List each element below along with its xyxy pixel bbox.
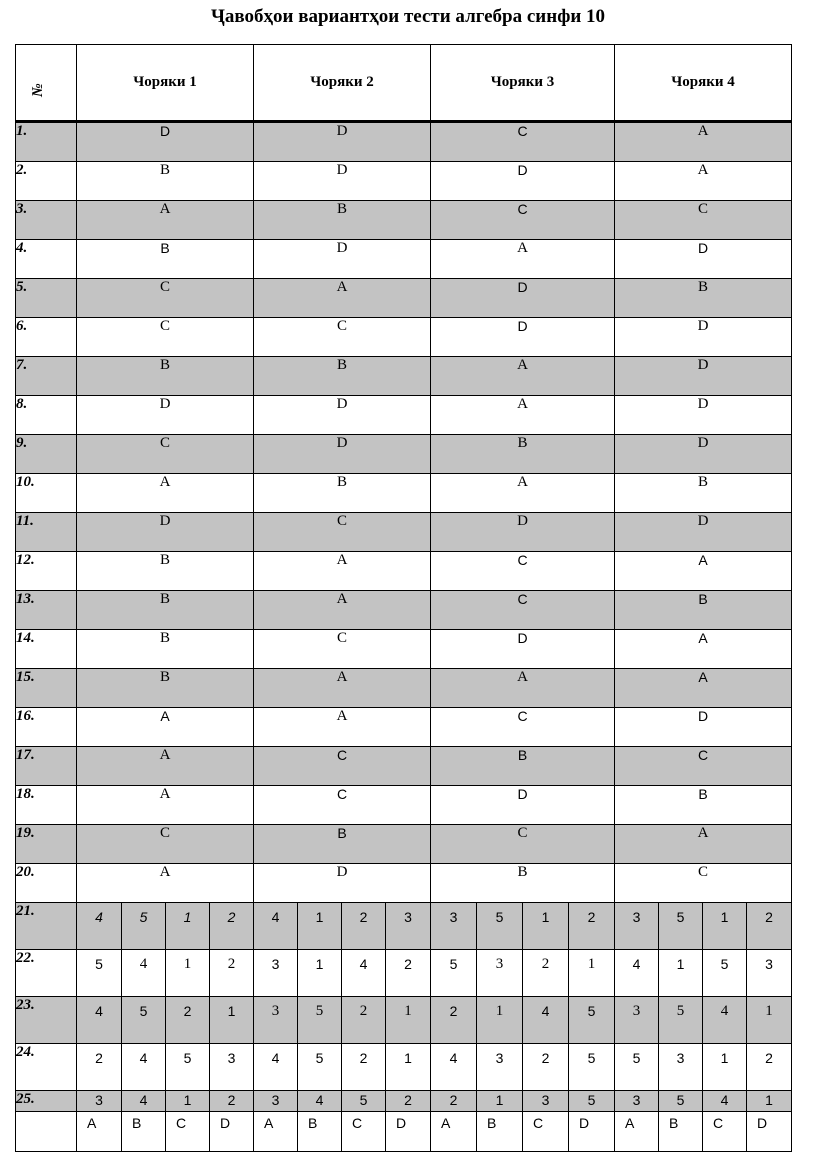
quarter-header-2: Чоряки 2	[254, 45, 431, 122]
answer-cell-quarter-3: B	[431, 864, 615, 903]
matching-cell: 4	[703, 997, 747, 1044]
answer-cell-quarter-3: D	[431, 279, 615, 318]
matching-cell: 4	[122, 1091, 166, 1112]
answer-row	[16, 864, 792, 903]
matching-cell: 2	[342, 1044, 386, 1091]
answer-cell-quarter-1: A	[77, 708, 254, 747]
question-number: 7.	[16, 357, 77, 396]
matching-cell: 2	[431, 997, 477, 1044]
question-number: 17.	[16, 747, 77, 786]
matching-cell: 2	[166, 997, 210, 1044]
matching-cell: 1	[386, 997, 431, 1044]
matching-cell: 5	[298, 1044, 342, 1091]
answer-row	[16, 825, 792, 864]
question-number: 22.	[16, 950, 77, 997]
answer-row	[16, 357, 792, 396]
matching-cell: 1	[659, 950, 703, 997]
answer-cell-quarter-1: C	[77, 435, 254, 474]
answer-row	[16, 201, 792, 240]
quarter-header-1: Чоряки 1	[77, 45, 254, 122]
question-number-blank	[16, 1112, 77, 1152]
answer-cell-quarter-4: C	[615, 747, 792, 786]
matching-row	[16, 1091, 792, 1112]
matching-cell: 4	[298, 1091, 342, 1112]
letter-cell: D	[210, 1112, 254, 1152]
answer-cell-quarter-3: A	[431, 474, 615, 513]
answer-row	[16, 122, 792, 162]
answer-cell-quarter-3: A	[431, 396, 615, 435]
matching-cell: 4	[703, 1091, 747, 1112]
matching-cell: 5	[569, 997, 615, 1044]
answer-cell-quarter-3: C	[431, 825, 615, 864]
matching-cell: 2	[523, 950, 569, 997]
matching-cell: 5	[122, 903, 166, 950]
matching-cell: 4	[254, 1044, 298, 1091]
answer-cell-quarter-2: A	[254, 669, 431, 708]
question-number: 19.	[16, 825, 77, 864]
answer-row	[16, 747, 792, 786]
answer-cell-quarter-2: A	[254, 591, 431, 630]
matching-cell: 5	[615, 1044, 659, 1091]
matching-cell: 2	[342, 997, 386, 1044]
matching-cell: 3	[386, 903, 431, 950]
answer-cell-quarter-1: D	[77, 396, 254, 435]
answer-cell-quarter-4: D	[615, 435, 792, 474]
matching-cell: 2	[747, 1044, 792, 1091]
matching-cell: 1	[298, 950, 342, 997]
question-number: 3.	[16, 201, 77, 240]
matching-cell: 1	[298, 903, 342, 950]
answer-cell-quarter-1: C	[77, 825, 254, 864]
answer-cell-quarter-2: C	[254, 513, 431, 552]
answer-cell-quarter-1: D	[77, 122, 254, 162]
question-number: 4.	[16, 240, 77, 279]
matching-cell: 5	[431, 950, 477, 997]
question-number: 10.	[16, 474, 77, 513]
matching-cell: 3	[254, 950, 298, 997]
answer-cell-quarter-4: D	[615, 318, 792, 357]
quarter-header-4: Чоряки 4	[615, 45, 792, 122]
page-title: Ҷавобҳои вариантҳои тести алгебра синфи 10	[210, 6, 606, 27]
answer-cell-quarter-3: C	[431, 552, 615, 591]
answer-cell-quarter-2: D	[254, 240, 431, 279]
matching-cell: 3	[254, 997, 298, 1044]
answer-cell-quarter-1: A	[77, 786, 254, 825]
answer-row	[16, 669, 792, 708]
answer-row	[16, 630, 792, 669]
question-number: 18.	[16, 786, 77, 825]
matching-cell: 2	[523, 1044, 569, 1091]
matching-cell: 2	[386, 1091, 431, 1112]
question-number: 11.	[16, 513, 77, 552]
question-number: 16.	[16, 708, 77, 747]
matching-cell: 5	[703, 950, 747, 997]
answer-cell-quarter-2: C	[254, 318, 431, 357]
answer-cell-quarter-4: C	[615, 201, 792, 240]
answer-cell-quarter-1: B	[77, 357, 254, 396]
question-number: 24.	[16, 1044, 77, 1091]
matching-cell: 2	[210, 1091, 254, 1112]
answer-cell-quarter-4: D	[615, 240, 792, 279]
answer-row	[16, 318, 792, 357]
answer-cell-quarter-3: B	[431, 435, 615, 474]
matching-row	[16, 903, 792, 950]
answer-row	[16, 396, 792, 435]
letter-cell: D	[569, 1112, 615, 1152]
answer-cell-quarter-4: D	[615, 513, 792, 552]
matching-cell: 3	[77, 1091, 122, 1112]
question-number: 25.	[16, 1091, 77, 1112]
answer-cell-quarter-3: B	[431, 747, 615, 786]
matching-cell: 1	[477, 1091, 523, 1112]
question-number: 14.	[16, 630, 77, 669]
matching-cell: 4	[254, 903, 298, 950]
answer-row	[16, 162, 792, 201]
answer-cell-quarter-2: B	[254, 825, 431, 864]
answer-cell-quarter-4: D	[615, 708, 792, 747]
matching-cell: 1	[747, 997, 792, 1044]
question-number: 9.	[16, 435, 77, 474]
answer-cell-quarter-3: D	[431, 630, 615, 669]
header-row	[16, 45, 792, 122]
answer-cell-quarter-4: A	[615, 825, 792, 864]
answer-cell-quarter-2: D	[254, 864, 431, 903]
answer-cell-quarter-1: B	[77, 552, 254, 591]
number-sign-label: №	[30, 83, 46, 97]
letter-cell: B	[477, 1112, 523, 1152]
matching-cell: 4	[122, 1044, 166, 1091]
answer-cell-quarter-1: B	[77, 669, 254, 708]
answer-cell-quarter-4: C	[615, 864, 792, 903]
answer-cell-quarter-4: A	[615, 669, 792, 708]
answer-row	[16, 786, 792, 825]
matching-cell: 1	[703, 1044, 747, 1091]
answer-cell-quarter-3: D	[431, 513, 615, 552]
matching-cell: 3	[659, 1044, 703, 1091]
answer-cell-quarter-3: C	[431, 591, 615, 630]
matching-row	[16, 1044, 792, 1091]
answer-cell-quarter-2: D	[254, 162, 431, 201]
answer-cell-quarter-2: B	[254, 201, 431, 240]
matching-cell: 1	[210, 997, 254, 1044]
answer-cell-quarter-2: D	[254, 396, 431, 435]
matching-cell: 5	[77, 950, 122, 997]
answer-cell-quarter-4: B	[615, 591, 792, 630]
answer-cell-quarter-2: D	[254, 435, 431, 474]
question-number: 1.	[16, 122, 77, 162]
matching-cell: 3	[615, 997, 659, 1044]
matching-cell: 1	[386, 1044, 431, 1091]
answer-cell-quarter-2: B	[254, 474, 431, 513]
question-number: 5.	[16, 279, 77, 318]
matching-cell: 1	[166, 903, 210, 950]
letter-cell: C	[342, 1112, 386, 1152]
matching-cell: 5	[569, 1091, 615, 1112]
matching-cell: 4	[342, 950, 386, 997]
matching-cell: 5	[298, 997, 342, 1044]
matching-cell: 4	[523, 997, 569, 1044]
answer-cell-quarter-3: C	[431, 122, 615, 162]
letter-cell: A	[254, 1112, 298, 1152]
quarter-header-3: Чоряки 3	[431, 45, 615, 122]
matching-cell: 5	[659, 903, 703, 950]
question-number: 12.	[16, 552, 77, 591]
matching-cell: 2	[386, 950, 431, 997]
letter-cell: A	[615, 1112, 659, 1152]
letter-cell: B	[659, 1112, 703, 1152]
matching-cell: 5	[122, 997, 166, 1044]
answer-cell-quarter-2: C	[254, 747, 431, 786]
answer-cell-quarter-1: A	[77, 201, 254, 240]
matching-cell: 4	[77, 997, 122, 1044]
matching-row	[16, 997, 792, 1044]
matching-cell: 1	[747, 1091, 792, 1112]
letter-cell: C	[523, 1112, 569, 1152]
matching-row	[16, 950, 792, 997]
letter-cell: C	[703, 1112, 747, 1152]
answer-cell-quarter-3: A	[431, 669, 615, 708]
answer-cell-quarter-4: B	[615, 786, 792, 825]
question-number: 20.	[16, 864, 77, 903]
answer-row	[16, 708, 792, 747]
matching-cell: 2	[77, 1044, 122, 1091]
question-number: 13.	[16, 591, 77, 630]
answer-cell-quarter-1: A	[77, 747, 254, 786]
matching-cell: 5	[477, 903, 523, 950]
question-number: 6.	[16, 318, 77, 357]
matching-cell: 4	[431, 1044, 477, 1091]
question-number: 23.	[16, 997, 77, 1044]
matching-cell: 1	[477, 997, 523, 1044]
number-column-header	[16, 45, 77, 122]
question-number: 21.	[16, 903, 77, 950]
answer-row	[16, 552, 792, 591]
answer-cell-quarter-1: C	[77, 279, 254, 318]
matching-cell: 2	[747, 903, 792, 950]
answer-row	[16, 435, 792, 474]
matching-cell: 1	[166, 950, 210, 997]
answer-row	[16, 591, 792, 630]
answer-cell-quarter-3: D	[431, 162, 615, 201]
answer-cell-quarter-4: D	[615, 396, 792, 435]
answer-row	[16, 279, 792, 318]
matching-cell: 5	[342, 1091, 386, 1112]
matching-cell: 5	[659, 997, 703, 1044]
letters-row	[16, 1112, 792, 1152]
matching-cell: 3	[615, 1091, 659, 1112]
question-number: 8.	[16, 396, 77, 435]
answer-cell-quarter-1: A	[77, 474, 254, 513]
answer-cell-quarter-3: D	[431, 318, 615, 357]
answer-cell-quarter-2: A	[254, 279, 431, 318]
letter-cell: B	[122, 1112, 166, 1152]
answer-cell-quarter-4: D	[615, 357, 792, 396]
answer-cell-quarter-1: D	[77, 513, 254, 552]
matching-cell: 3	[210, 1044, 254, 1091]
matching-cell: 2	[569, 903, 615, 950]
answer-cell-quarter-3: C	[431, 708, 615, 747]
matching-cell: 1	[166, 1091, 210, 1112]
answer-row	[16, 240, 792, 279]
matching-cell: 1	[703, 903, 747, 950]
answer-cell-quarter-2: A	[254, 708, 431, 747]
matching-cell: 4	[77, 903, 122, 950]
matching-cell: 1	[523, 903, 569, 950]
answer-cell-quarter-3: D	[431, 786, 615, 825]
matching-cell: 5	[659, 1091, 703, 1112]
answer-cell-quarter-2: A	[254, 552, 431, 591]
matching-cell: 3	[615, 903, 659, 950]
matching-cell: 2	[210, 903, 254, 950]
matching-cell: 3	[477, 950, 523, 997]
answer-cell-quarter-3: A	[431, 240, 615, 279]
matching-cell: 2	[342, 903, 386, 950]
letter-cell: D	[747, 1112, 792, 1152]
answer-cell-quarter-1: B	[77, 591, 254, 630]
question-number: 15.	[16, 669, 77, 708]
answer-cell-quarter-1: A	[77, 864, 254, 903]
matching-cell: 2	[431, 1091, 477, 1112]
matching-cell: 5	[166, 1044, 210, 1091]
letter-cell: B	[298, 1112, 342, 1152]
answer-cell-quarter-1: B	[77, 240, 254, 279]
answer-cell-quarter-3: C	[431, 201, 615, 240]
matching-cell: 4	[615, 950, 659, 997]
matching-cell: 3	[523, 1091, 569, 1112]
answer-cell-quarter-2: D	[254, 122, 431, 162]
answer-cell-quarter-4: B	[615, 474, 792, 513]
matching-cell: 3	[477, 1044, 523, 1091]
answer-row	[16, 474, 792, 513]
matching-cell: 5	[569, 1044, 615, 1091]
matching-cell: 1	[569, 950, 615, 997]
matching-cell: 4	[122, 950, 166, 997]
question-number: 2.	[16, 162, 77, 201]
answer-cell-quarter-1: B	[77, 630, 254, 669]
answer-cell-quarter-2: B	[254, 357, 431, 396]
matching-cell: 3	[254, 1091, 298, 1112]
letter-cell: C	[166, 1112, 210, 1152]
answer-key-table	[15, 44, 792, 1152]
matching-cell: 2	[210, 950, 254, 997]
matching-cell: 3	[747, 950, 792, 997]
answer-cell-quarter-4: A	[615, 552, 792, 591]
answer-cell-quarter-4: B	[615, 279, 792, 318]
answer-cell-quarter-4: A	[615, 162, 792, 201]
answer-cell-quarter-1: C	[77, 318, 254, 357]
answer-cell-quarter-2: C	[254, 630, 431, 669]
answer-cell-quarter-2: C	[254, 786, 431, 825]
matching-cell: 3	[431, 903, 477, 950]
answer-row	[16, 513, 792, 552]
answer-cell-quarter-4: A	[615, 122, 792, 162]
letter-cell: A	[431, 1112, 477, 1152]
answer-cell-quarter-1: B	[77, 162, 254, 201]
answer-cell-quarter-3: A	[431, 357, 615, 396]
letter-cell: A	[77, 1112, 122, 1152]
letter-cell: D	[386, 1112, 431, 1152]
answer-cell-quarter-4: A	[615, 630, 792, 669]
